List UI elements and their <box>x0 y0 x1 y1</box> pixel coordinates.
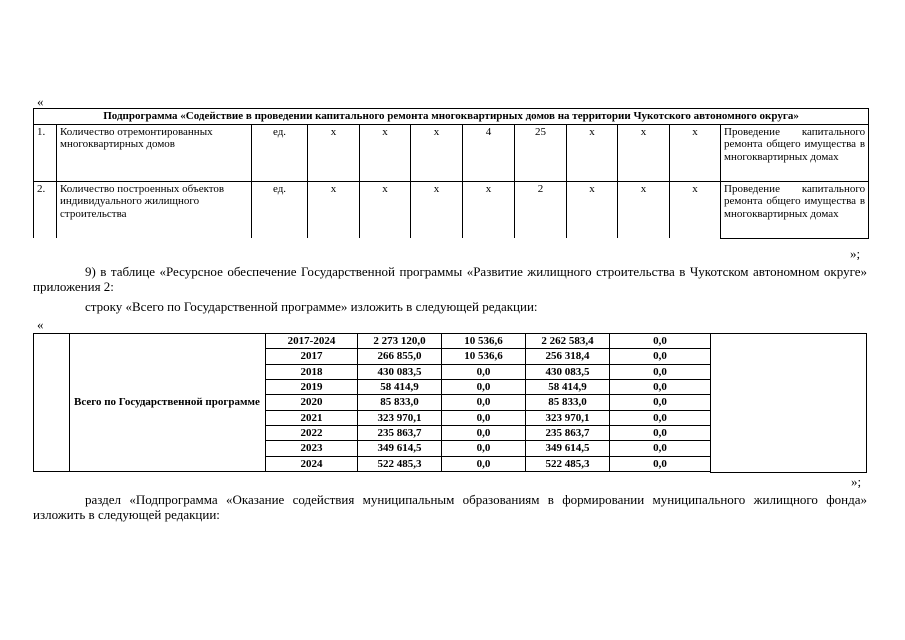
event-text: Проведение капитального ремонта общего имущества в многоквартирных домах <box>724 125 866 163</box>
year-cell: 2017 <box>266 349 358 364</box>
amount-cell: 0,0 <box>610 441 711 456</box>
year-cell: 2022 <box>266 425 358 440</box>
amount-cell: 85 833,0 <box>526 395 610 410</box>
year-cell: 2023 <box>266 441 358 456</box>
table-row <box>34 124 869 181</box>
paragraph-item-9: 9) в таблице «Ресурсное обеспечение Государственной программы «Развитие жилищного строительства в Чукотском автономном округе» приложения 2: <box>33 264 867 294</box>
total-program-label-text: Всего по Государственной программе <box>74 396 260 408</box>
value-cell: 2 <box>515 181 567 238</box>
amount-cell: 85 833,0 <box>358 395 442 410</box>
amount-cell: 0,0 <box>610 364 711 379</box>
opening-quote-1: « <box>37 94 44 109</box>
value-cell: х <box>618 124 670 181</box>
amount-cell: 0,0 <box>442 395 526 410</box>
subprogram-indicators-table <box>33 108 869 239</box>
year-cell: 2017-2024 <box>266 334 358 349</box>
amount-cell: 0,0 <box>610 425 711 440</box>
amount-cell: 10 536,6 <box>442 334 526 349</box>
amount-cell: 256 318,4 <box>526 349 610 364</box>
value-cell: х <box>463 181 515 238</box>
subprogram-title: Подпрограмма «Содействие в проведении капитального ремонта многоквартирных домов на территории Чукотского автономного округа» <box>34 109 869 125</box>
value-cell: х <box>360 124 411 181</box>
year-cell: 2024 <box>266 456 358 471</box>
value-cell: х <box>308 181 360 238</box>
table-row <box>34 334 711 349</box>
amount-cell: 349 614,5 <box>526 441 610 456</box>
row-number: 1. <box>34 124 57 181</box>
amount-cell: 0,0 <box>442 410 526 425</box>
amount-cell: 0,0 <box>610 379 711 394</box>
unit-cell: ед. <box>252 124 308 181</box>
closing-quote-1: »; <box>850 246 861 261</box>
value-cell: х <box>360 181 411 238</box>
amount-cell: 0,0 <box>610 349 711 364</box>
event-cell <box>721 181 869 238</box>
amount-cell: 0,0 <box>610 410 711 425</box>
amount-cell: 430 083,5 <box>526 364 610 379</box>
amount-cell: 349 614,5 <box>358 441 442 456</box>
empty-left-cell <box>34 334 70 472</box>
amount-cell: 266 855,0 <box>358 349 442 364</box>
year-cell: 2019 <box>266 379 358 394</box>
amount-cell: 0,0 <box>442 364 526 379</box>
amount-cell: 0,0 <box>610 456 711 471</box>
amount-cell: 2 262 583,4 <box>526 334 610 349</box>
amount-cell: 10 536,6 <box>442 349 526 364</box>
amount-cell: 0,0 <box>610 395 711 410</box>
empty-right-cell <box>710 333 867 473</box>
amount-cell: 430 083,5 <box>358 364 442 379</box>
value-cell: х <box>411 181 463 238</box>
closing-quote-2: »; <box>851 474 862 489</box>
year-cell: 2021 <box>266 410 358 425</box>
indicator-name: Количество построенных объектов индивидуального жилищного строительства <box>57 181 252 238</box>
amount-cell: 0,0 <box>442 456 526 471</box>
value-cell: х <box>670 124 721 181</box>
unit-cell: ед. <box>252 181 308 238</box>
paragraph-section: раздел «Подпрограмма «Оказание содействия муниципальным образованиям в формировании муниципального жилищного фонда» изложить в следующей редакции: <box>33 492 867 522</box>
value-cell: 4 <box>463 124 515 181</box>
amount-cell: 0,0 <box>442 379 526 394</box>
table-row <box>34 181 869 238</box>
amount-cell: 323 970,1 <box>358 410 442 425</box>
event-text: Проведение капитального ремонта общего имущества в многоквартирных домах <box>724 182 866 220</box>
amount-cell: 2 273 120,0 <box>358 334 442 349</box>
resource-provision-table <box>33 333 711 472</box>
event-cell <box>721 124 869 181</box>
total-program-label <box>70 334 266 472</box>
amount-cell: 522 485,3 <box>526 456 610 471</box>
amount-cell: 235 863,7 <box>526 425 610 440</box>
row-number: 2. <box>34 181 57 238</box>
amount-cell: 58 414,9 <box>358 379 442 394</box>
value-cell: х <box>567 181 618 238</box>
year-cell: 2020 <box>266 395 358 410</box>
amount-cell: 0,0 <box>442 441 526 456</box>
indicator-name: Количество отремонтированных многоквартирных домов <box>57 124 252 181</box>
amount-cell: 235 863,7 <box>358 425 442 440</box>
value-cell: х <box>308 124 360 181</box>
value-cell: х <box>567 124 618 181</box>
amount-cell: 0,0 <box>442 425 526 440</box>
value-cell: х <box>618 181 670 238</box>
amount-cell: 58 414,9 <box>526 379 610 394</box>
value-cell: х <box>670 181 721 238</box>
paragraph-row-instruction: строку «Всего по Государственной программе» изложить в следующей редакции: <box>85 299 538 314</box>
amount-cell: 323 970,1 <box>526 410 610 425</box>
value-cell: 25 <box>515 124 567 181</box>
year-cell: 2018 <box>266 364 358 379</box>
amount-cell: 522 485,3 <box>358 456 442 471</box>
value-cell: х <box>411 124 463 181</box>
opening-quote-2: « <box>37 317 44 332</box>
amount-cell: 0,0 <box>610 334 711 349</box>
